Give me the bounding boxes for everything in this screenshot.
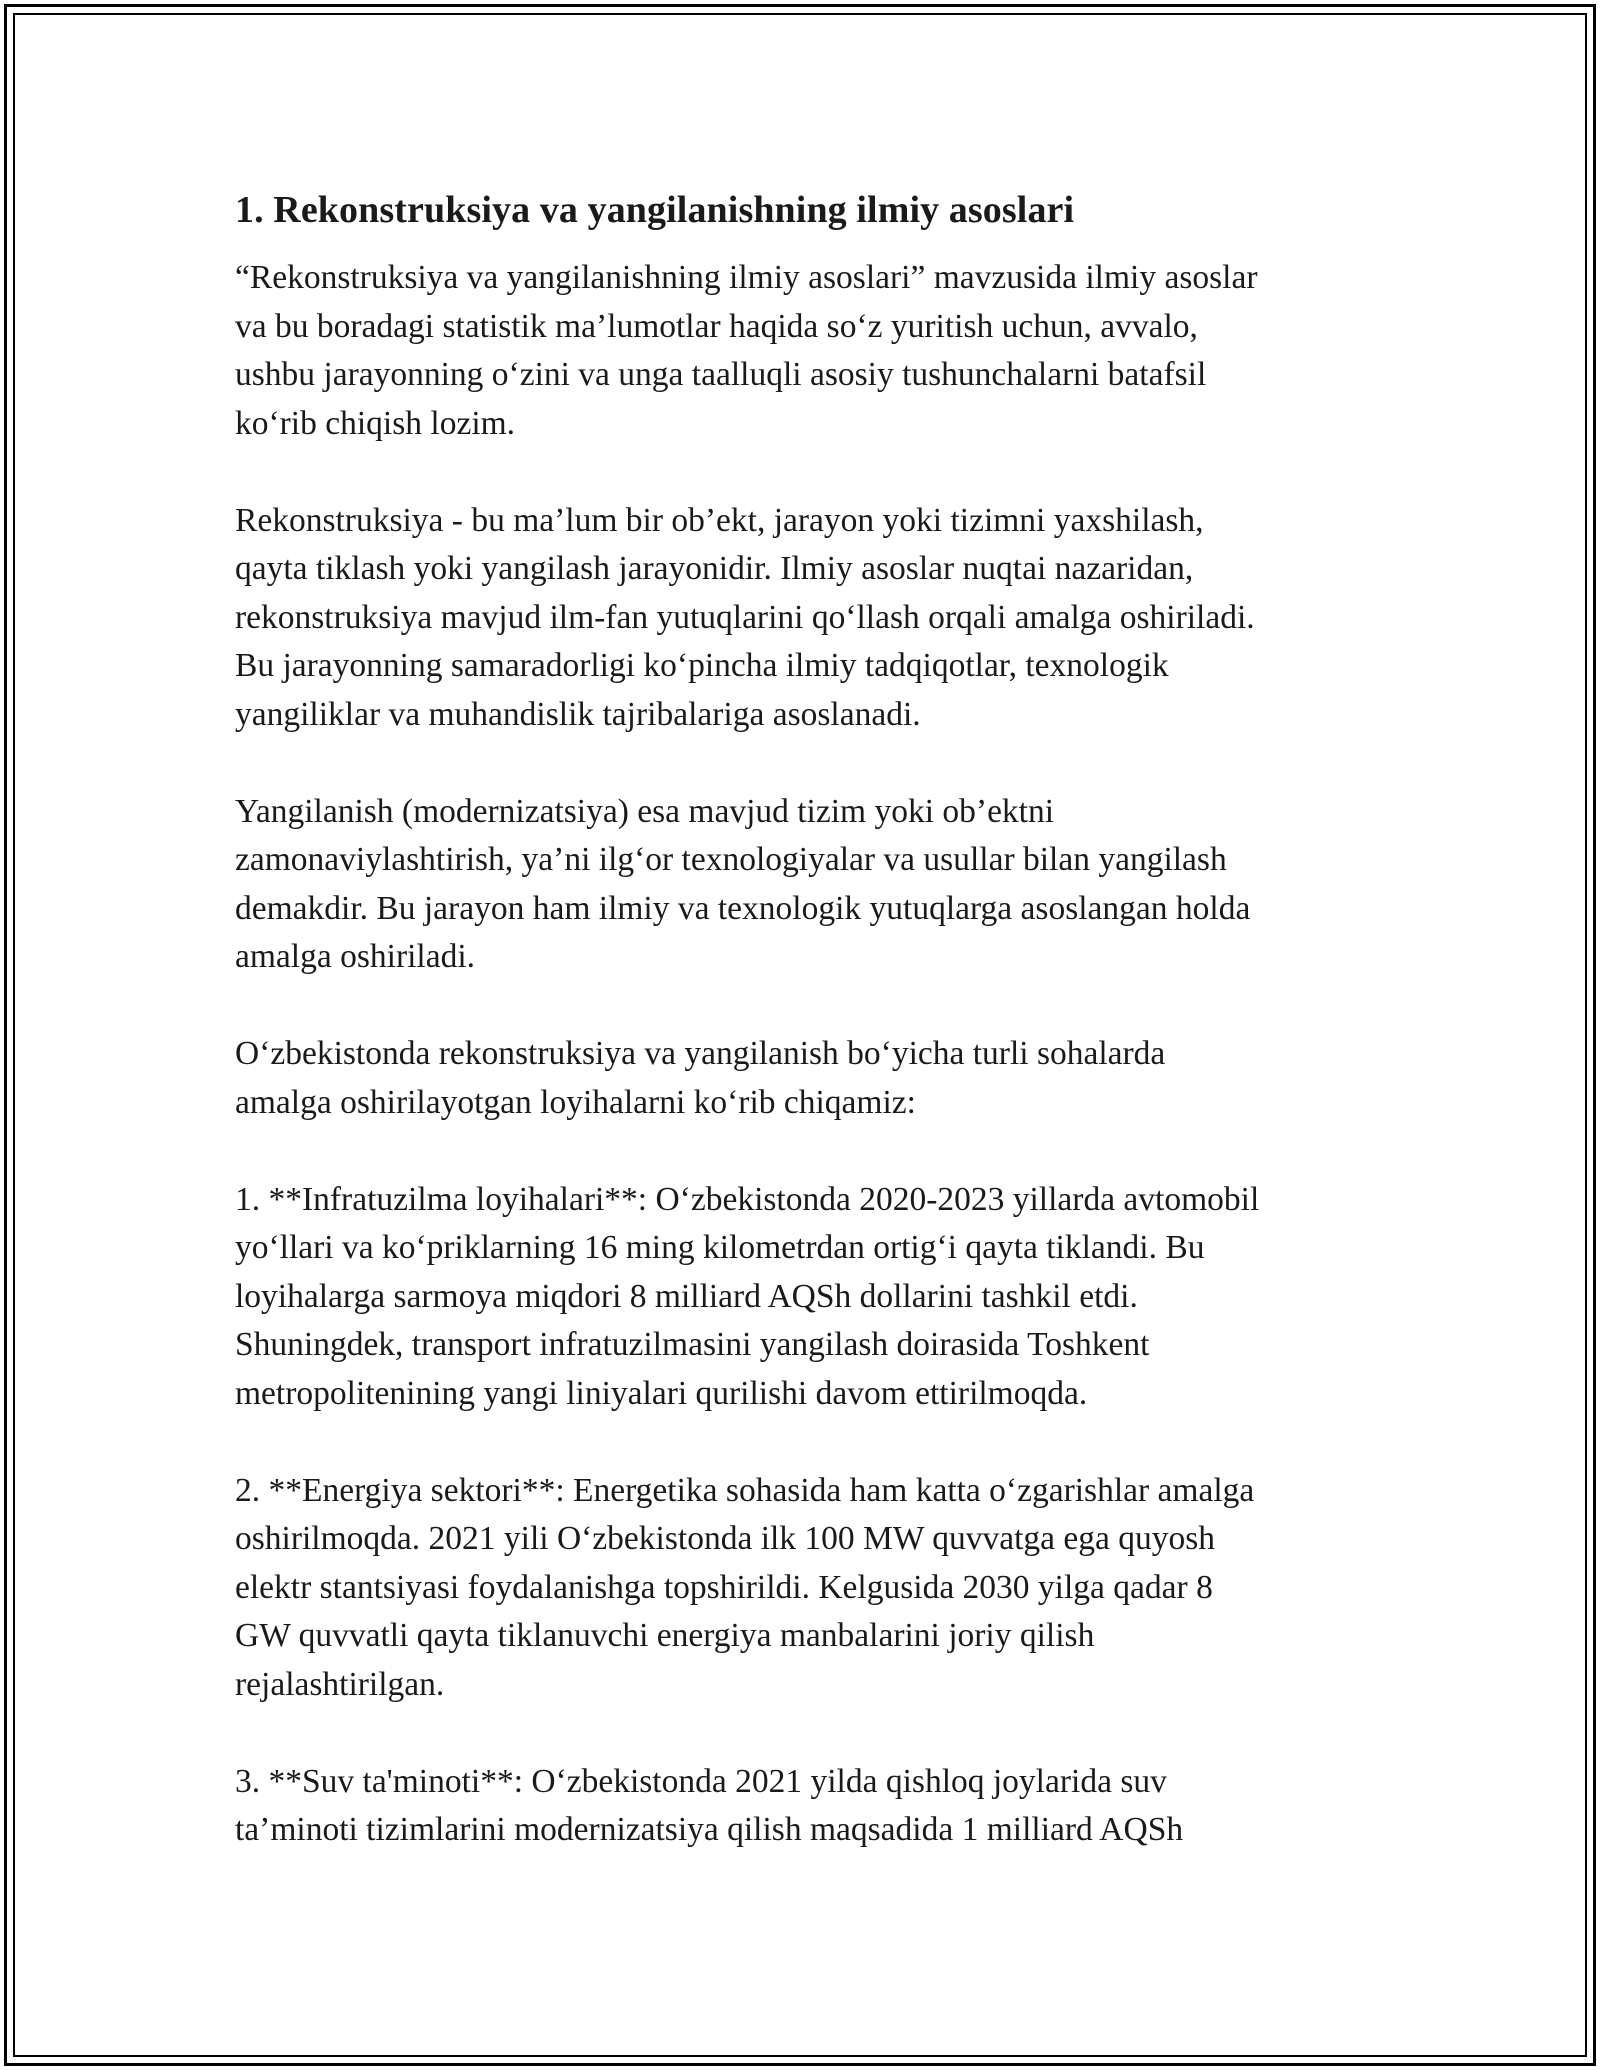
paragraph-uzbekistan-projects: O‘zbekistonda rekonstruksiya va yangilanish bo‘yicha turli sohalarda amalga oshirilayotgan loyihalarni ko‘rib chiqamiz: (235, 1035, 1166, 1121)
list-item-infrastructure: 1. **Infratuzilma loyihalari**: O‘zbekistonda 2020-2023 yillarda avtomobil yo‘llari va ko‘priklarning 16 ming kilometrdan ortig‘i qayta tiklandi. Bu loyihalarga sarmoya miqdori 8 milliard AQSh dollarini tashkil etdi. Shuningdek, transport infratuzilmasini yangilash doirasida Toshkent metropolitenining yangi liniyalari qurilishi davom ettirilmoqda. (235, 1180, 1260, 1412)
list-item-water-supply: 3. **Suv ta'minoti**: O‘zbekistonda 2021 yilda qishloq joylarida suv ta’minoti tizimlarini modernizatsiya qilish maqsadida 1 milliard AQSh (235, 1762, 1184, 1848)
section-heading: 1. Rekonstruksiya va yangilanishning ilmiy asoslari (235, 189, 1075, 231)
paragraph-reconstruction-definition: Rekonstruksiya - bu ma’lum bir ob’ekt, jarayon yoki tizimni yaxshilash, qayta tiklash yoki yangilash jarayonidir. Ilmiy asoslar nuqtai nazaridan, rekonstruksiya mavjud ilm-fan yutuqlarini qo‘llash orqali amalga oshiriladi. Bu jarayonning samaradorligi ko‘pincha ilmiy tadqiqotlar, texnologik yangiliklar va muhandislik tajribalariga asoslanadi. (235, 501, 1255, 733)
document-body (235, 186, 1365, 1855)
paragraph-modernization-definition: Yangilanish (modernizatsiya) esa mavjud tizim yoki ob’ektni zamonaviylashtirish, ya’ni ilg‘or texnologiyalar va usullar bilan yangilash demakdir. Bu jarayon ham ilmiy va texnologik yutuqlarga asoslangan holda amalga oshiriladi. (235, 792, 1251, 975)
list-item-energy: 2. **Energiya sektori**: Energetika sohasida ham katta o‘zgarishlar amalga oshirilmoqda. 2021 yili O‘zbekistonda ilk 100 MW quvvatga ega quyosh elektr stantsiyasi foydalanishga topshirildi. Kelgusida 2030 yilga qadar 8 GW quvvatli qayta tiklanuvchi energiya manbalarini joriy qilish rejalashtirilgan. (235, 1471, 1255, 1703)
paragraph-intro: “Rekonstruksiya va yangilanishning ilmiy asoslari” mavzusida ilmiy asoslar va bu boradagi statistik ma’lumotlar haqida so‘z yuritish uchun, avvalo, ushbu jarayonning o‘zini va unga taalluqli asosiy tushunchalarni batafsil ko‘rib chiqish lozim. (235, 259, 1258, 442)
